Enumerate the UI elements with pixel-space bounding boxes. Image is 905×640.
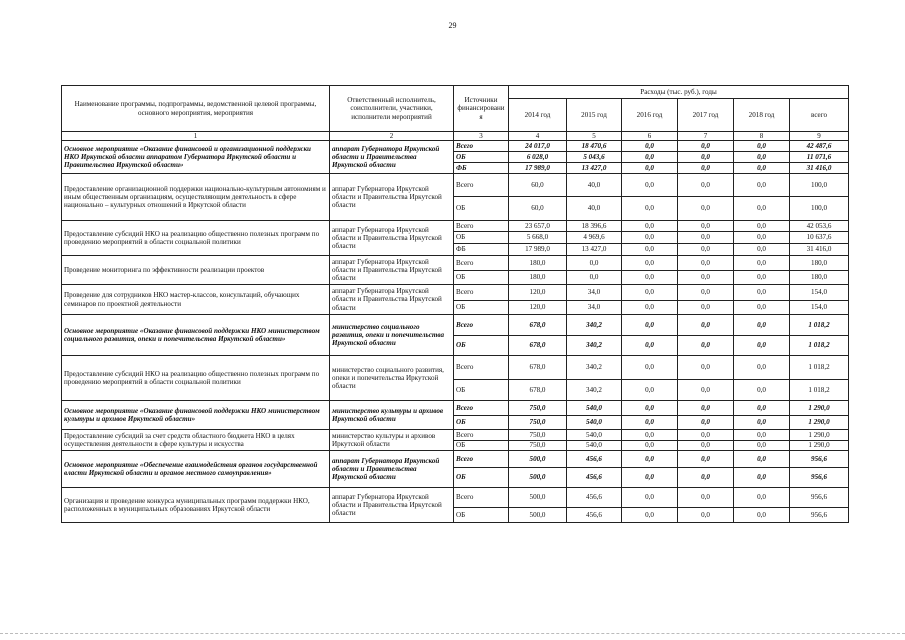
year-value: 0,0: [734, 152, 790, 163]
year-value: 0,0: [734, 401, 790, 416]
header-name: Наименование программы, подпрограммы, ведомственной целевой программы, основного мероприятия, мероприятия: [62, 86, 330, 132]
header-year: 2016 год: [622, 99, 678, 132]
year-value: 0,0: [734, 336, 790, 356]
activity-name: Основное мероприятие «Обеспечение взаимодействия органов государственной власти Иркутской области и органов местного самоуправления»: [62, 451, 330, 488]
activity-executor: министерство культуры и архивов Иркутской области: [330, 430, 454, 451]
year-value: 180,0: [509, 256, 567, 271]
year-value: 0,0: [734, 416, 790, 430]
header-expenses: Расходы (тыс. руб.), годы: [509, 86, 849, 99]
year-value: 750,0: [509, 416, 567, 430]
year-value: 0,0: [734, 301, 790, 315]
total-value: 1 290,0: [790, 401, 849, 416]
year-value: 540,0: [567, 401, 622, 416]
year-value: 340,2: [567, 315, 622, 336]
year-value: 0,0: [622, 488, 678, 508]
year-value: 0,0: [678, 256, 734, 271]
year-value: 0,0: [678, 380, 734, 401]
activity-executor: аппарат Губернатора Иркутской области и Правительства Иркутской области: [330, 256, 454, 285]
total-value: 956,6: [790, 468, 849, 488]
year-value: 0,0: [622, 174, 678, 197]
activity-executor: аппарат Губернатора Иркутской области и Правительства Иркутской области: [330, 141, 454, 174]
year-value: 0,0: [567, 256, 622, 271]
year-value: 0,0: [678, 508, 734, 523]
year-value: 0,0: [622, 244, 678, 256]
year-value: 0,0: [622, 141, 678, 152]
funding-source: Всего: [454, 356, 509, 380]
year-value: 500,0: [509, 508, 567, 523]
year-value: 0,0: [622, 451, 678, 468]
year-value: 0,0: [734, 197, 790, 221]
total-value: 956,6: [790, 508, 849, 523]
total-value: 1 018,2: [790, 315, 849, 336]
column-index: 4: [509, 132, 567, 141]
funding-source: Всего: [454, 430, 509, 441]
activity-executor: аппарат Губернатора Иркутской области и Правительства Иркутской области: [330, 488, 454, 523]
header-year: 2018 год: [734, 99, 790, 132]
total-value: 180,0: [790, 256, 849, 271]
header-year: 2015 год: [567, 99, 622, 132]
activity-name: Основное мероприятие «Оказание финансовой поддержки НКО министерством культуры и архивов Иркутской области»: [62, 401, 330, 430]
total-value: 11 071,6: [790, 152, 849, 163]
year-value: 180,0: [509, 271, 567, 285]
year-value: 0,0: [678, 221, 734, 232]
year-value: 0,0: [678, 232, 734, 244]
table-row: [62, 430, 849, 441]
year-value: 540,0: [567, 416, 622, 430]
year-value: 0,0: [622, 430, 678, 441]
column-index: 3: [454, 132, 509, 141]
year-value: 0,0: [622, 197, 678, 221]
year-value: 34,0: [567, 301, 622, 315]
activity-executor: министерство социального развития, опеки и попечительства Иркутской области: [330, 356, 454, 401]
year-value: 18 470,6: [567, 141, 622, 152]
year-value: 13 427,0: [567, 163, 622, 174]
table-row: [62, 141, 849, 152]
year-value: 0,0: [678, 430, 734, 441]
activity-executor: аппарат Губернатора Иркутской области и Правительства Иркутской области: [330, 285, 454, 315]
year-value: 0,0: [734, 232, 790, 244]
funding-source: Всего: [454, 401, 509, 416]
year-value: 17 989,0: [509, 163, 567, 174]
total-value: 1 290,0: [790, 416, 849, 430]
total-value: 154,0: [790, 301, 849, 315]
funding-source: Всего: [454, 315, 509, 336]
year-value: 340,2: [567, 380, 622, 401]
year-value: 5 668,0: [509, 232, 567, 244]
funding-source: Всего: [454, 174, 509, 197]
year-value: 678,0: [509, 315, 567, 336]
column-index: 1: [62, 132, 330, 141]
activity-name: Проведение для сотрудников НКО мастер-классов, консультаций, обучающих семинаров по проектной деятельности: [62, 285, 330, 315]
header-executor: Ответственный исполнитель, соисполнители, участники, исполнители мероприятий: [330, 86, 454, 132]
funding-source: Всего: [454, 141, 509, 152]
table-row: [62, 401, 849, 416]
funding-source: ФБ: [454, 244, 509, 256]
year-value: 0,0: [734, 141, 790, 152]
year-value: 0,0: [678, 441, 734, 451]
year-value: 17 989,0: [509, 244, 567, 256]
year-value: 0,0: [622, 232, 678, 244]
total-value: 1 290,0: [790, 430, 849, 441]
funding-source: ОБ: [454, 336, 509, 356]
year-value: 40,0: [567, 197, 622, 221]
year-value: 0,0: [567, 271, 622, 285]
header-source: Источники финансировани я: [454, 86, 509, 132]
year-value: 0,0: [622, 301, 678, 315]
page-number: 29: [448, 21, 457, 30]
total-value: 1 290,0: [790, 441, 849, 451]
table-row: [62, 451, 849, 468]
total-value: 154,0: [790, 285, 849, 301]
year-value: 0,0: [678, 336, 734, 356]
year-value: 0,0: [622, 468, 678, 488]
year-value: 0,0: [622, 163, 678, 174]
activity-name: Предоставление организационной поддержки национально-культурным автономиям и иным общественным организациям, осуществляющим деятельность в сфере национально – культурных отношений в Иркутской области: [62, 174, 330, 221]
year-value: 0,0: [678, 271, 734, 285]
expenses-table: [61, 85, 849, 523]
year-value: 0,0: [678, 301, 734, 315]
year-value: 13 427,0: [567, 244, 622, 256]
column-index: 5: [567, 132, 622, 141]
year-value: 0,0: [622, 356, 678, 380]
table-row: [62, 315, 849, 336]
year-value: 500,0: [509, 451, 567, 468]
funding-source: Всего: [454, 256, 509, 271]
total-value: 1 018,2: [790, 356, 849, 380]
year-value: 120,0: [509, 301, 567, 315]
table-row: [62, 221, 849, 232]
year-value: 0,0: [678, 315, 734, 336]
funding-source: Всего: [454, 285, 509, 301]
year-value: 0,0: [678, 488, 734, 508]
year-value: 0,0: [678, 163, 734, 174]
year-value: 18 396,6: [567, 221, 622, 232]
year-value: 0,0: [622, 221, 678, 232]
year-value: 456,6: [567, 451, 622, 468]
activity-name: Проведение мониторинга по эффективности реализации проектов: [62, 256, 330, 285]
table-row: [62, 356, 849, 380]
year-value: 0,0: [734, 244, 790, 256]
table-row: [62, 256, 849, 271]
activity-executor: министерство культуры и архивов Иркутской области: [330, 401, 454, 430]
funding-source: ОБ: [454, 468, 509, 488]
year-value: 60,0: [509, 197, 567, 221]
funding-source: ОБ: [454, 416, 509, 430]
year-value: 340,2: [567, 336, 622, 356]
year-value: 678,0: [509, 336, 567, 356]
year-value: 60,0: [509, 174, 567, 197]
year-value: 0,0: [734, 256, 790, 271]
table-row: [62, 285, 849, 301]
year-value: 500,0: [509, 488, 567, 508]
year-value: 750,0: [509, 441, 567, 451]
year-value: 0,0: [622, 271, 678, 285]
year-value: 6 028,0: [509, 152, 567, 163]
total-value: 180,0: [790, 271, 849, 285]
year-value: 0,0: [734, 451, 790, 468]
header-year: 2014 год: [509, 99, 567, 132]
year-value: 40,0: [567, 174, 622, 197]
activity-executor: аппарат Губернатора Иркутской области и Правительства Иркутской области: [330, 174, 454, 221]
year-value: 456,6: [567, 508, 622, 523]
year-value: 0,0: [622, 380, 678, 401]
year-value: 0,0: [734, 380, 790, 401]
total-value: 10 637,6: [790, 232, 849, 244]
year-value: 0,0: [678, 401, 734, 416]
table-row: [62, 488, 849, 508]
activity-name: Основное мероприятие «Оказание финансовой поддержки НКО министерством социального развития, опеки и попечительства Иркутской области»: [62, 315, 330, 356]
activity-name: Организация и проведение конкурса муниципальных программ поддержки НКО, расположенных в муниципальных образованиях Иркутской области: [62, 488, 330, 523]
column-index: 7: [678, 132, 734, 141]
activity-executor: аппарат Губернатора Иркутской области и Правительства Иркутской области: [330, 221, 454, 256]
column-index: 6: [622, 132, 678, 141]
funding-source: ОБ: [454, 232, 509, 244]
year-value: 0,0: [622, 256, 678, 271]
total-value: 100,0: [790, 174, 849, 197]
table-body: [62, 141, 849, 523]
funding-source: ОБ: [454, 380, 509, 401]
year-value: 678,0: [509, 356, 567, 380]
year-value: 678,0: [509, 380, 567, 401]
funding-source: ОБ: [454, 271, 509, 285]
funding-source: ОБ: [454, 152, 509, 163]
year-value: 0,0: [734, 221, 790, 232]
year-value: 0,0: [622, 441, 678, 451]
funding-source: ОБ: [454, 441, 509, 451]
year-value: 0,0: [734, 174, 790, 197]
funding-source: ОБ: [454, 301, 509, 315]
funding-source: ФБ: [454, 163, 509, 174]
year-value: 0,0: [678, 416, 734, 430]
total-value: 1 018,2: [790, 380, 849, 401]
year-value: 0,0: [622, 508, 678, 523]
year-value: 0,0: [734, 271, 790, 285]
year-value: 0,0: [734, 356, 790, 380]
year-value: 0,0: [678, 451, 734, 468]
year-value: 0,0: [622, 152, 678, 163]
year-value: 0,0: [678, 141, 734, 152]
table-row: [62, 174, 849, 197]
total-value: 956,6: [790, 488, 849, 508]
year-value: 540,0: [567, 441, 622, 451]
year-value: 120,0: [509, 285, 567, 301]
activity-executor: министерство социального развития, опеки и попечительства Иркутской области: [330, 315, 454, 356]
column-index: 8: [734, 132, 790, 141]
activity-name: Основное мероприятие «Оказание финансовой и организационной поддержки НКО Иркутской области аппаратом Губернатора Иркутской области и Правительства Иркутской области»: [62, 141, 330, 174]
year-value: 0,0: [678, 197, 734, 221]
year-value: 4 969,6: [567, 232, 622, 244]
year-value: 0,0: [734, 315, 790, 336]
header-year: 2017 год: [678, 99, 734, 132]
year-value: 500,0: [509, 468, 567, 488]
year-value: 0,0: [622, 401, 678, 416]
column-index: 2: [330, 132, 454, 141]
funding-source: Всего: [454, 221, 509, 232]
funding-source: ОБ: [454, 197, 509, 221]
year-value: 5 043,6: [567, 152, 622, 163]
year-value: 0,0: [622, 416, 678, 430]
year-value: 0,0: [678, 244, 734, 256]
activity-name: Предоставление субсидий НКО на реализацию общественно полезных программ по проведению мероприятий в области социальной политики: [62, 356, 330, 401]
footer-rule: [0, 633, 905, 634]
year-value: 0,0: [734, 488, 790, 508]
year-value: 0,0: [734, 285, 790, 301]
year-value: 0,0: [678, 174, 734, 197]
year-value: 34,0: [567, 285, 622, 301]
year-value: 0,0: [734, 163, 790, 174]
year-value: 0,0: [622, 315, 678, 336]
year-value: 750,0: [509, 401, 567, 416]
year-value: 0,0: [622, 285, 678, 301]
total-value: 956,6: [790, 451, 849, 468]
total-value: 42 487,6: [790, 141, 849, 152]
year-value: 0,0: [622, 336, 678, 356]
funding-source: Всего: [454, 451, 509, 468]
header-total: всего: [790, 99, 849, 132]
year-value: 0,0: [734, 468, 790, 488]
year-value: 0,0: [678, 285, 734, 301]
activity-name: Предоставление субсидий НКО на реализацию общественно полезных программ по проведению мероприятий в области социальной политики: [62, 221, 330, 256]
year-value: 23 657,0: [509, 221, 567, 232]
funding-source: Всего: [454, 488, 509, 508]
year-value: 456,6: [567, 488, 622, 508]
year-value: 0,0: [734, 430, 790, 441]
year-value: 750,0: [509, 430, 567, 441]
year-value: 0,0: [678, 152, 734, 163]
year-value: 0,0: [678, 356, 734, 380]
year-value: 456,6: [567, 468, 622, 488]
year-value: 0,0: [678, 468, 734, 488]
total-value: 1 018,2: [790, 336, 849, 356]
funding-source: ОБ: [454, 508, 509, 523]
activity-executor: аппарат Губернатора Иркутской области и Правительства Иркутской области: [330, 451, 454, 488]
year-value: 0,0: [734, 441, 790, 451]
year-value: 0,0: [734, 508, 790, 523]
column-index: 9: [790, 132, 849, 141]
total-value: 42 053,6: [790, 221, 849, 232]
total-value: 31 416,0: [790, 244, 849, 256]
total-value: 31 416,0: [790, 163, 849, 174]
year-value: 340,2: [567, 356, 622, 380]
year-value: 540,0: [567, 430, 622, 441]
total-value: 100,0: [790, 197, 849, 221]
year-value: 24 017,0: [509, 141, 567, 152]
activity-name: Предоставление субсидий за счет средств областного бюджета НКО в целях осуществления деятельности в сфере культуры и искусства: [62, 430, 330, 451]
